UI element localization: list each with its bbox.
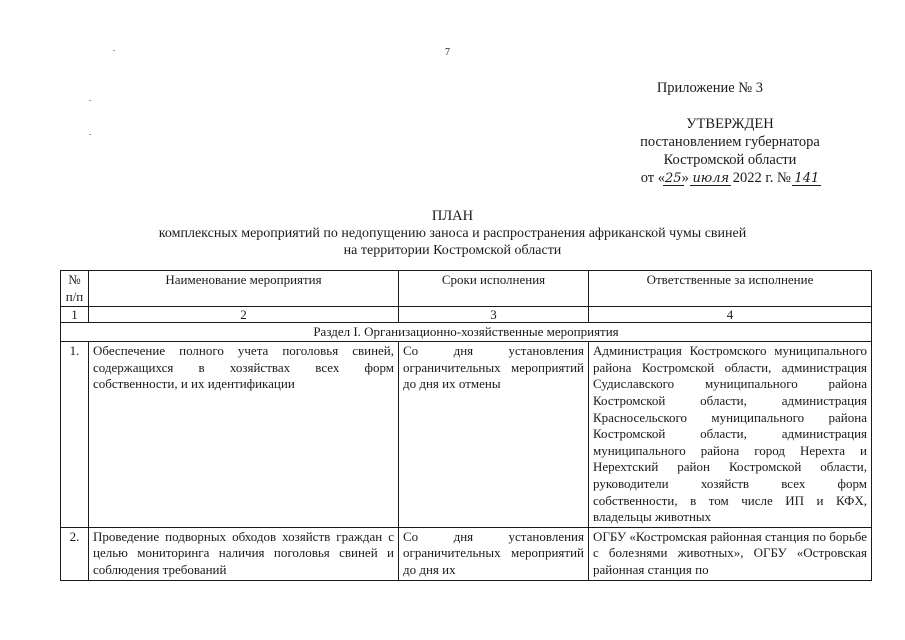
scan-speck	[113, 50, 115, 51]
index-cell: 2	[89, 307, 399, 323]
section-title: Раздел I. Организационно-хозяйственные мероприятия	[61, 323, 872, 342]
plan-table	[60, 270, 872, 581]
section-row	[61, 323, 872, 342]
row-responsible: ОГБУ «Костромская районная станция по борьбе с болезнями животных», ОГБУ «Островская районная станция по	[589, 527, 872, 580]
header-num: № п/п	[61, 271, 89, 307]
year-number-label: 2022 г. №	[732, 170, 791, 186]
handwritten-day: 25	[665, 171, 682, 186]
approval-title: УТВЕРЖДЕН	[686, 116, 774, 132]
date-mid: »	[681, 170, 689, 186]
column-index-row	[61, 307, 872, 323]
row-measure: Проведение подворных обходов хозяйств граждан с целью мониторинга наличия поголовья свиней и соблюдения требований	[89, 527, 399, 580]
header-name: Наименование мероприятия	[89, 271, 399, 307]
page-number: 7	[445, 47, 450, 58]
appendix-label: Приложение № 3	[656, 80, 763, 96]
row-measure: Обеспечение полного учета поголовья свиней, содержащихся в хозяйствах всех форм собственности, и их идентификации	[89, 342, 399, 528]
table-row	[61, 527, 872, 580]
row-term: Со дня установления ограничительных мероприятий до дня их	[399, 527, 589, 580]
header-term: Сроки исполнения	[399, 271, 589, 307]
plan-subtitle-line1: комплексных мероприятий по недопущению заноса и распространения африканской чумы свиней	[158, 226, 747, 241]
scan-speck	[89, 100, 91, 101]
header-responsible: Ответственные за исполнение	[589, 271, 872, 307]
index-cell: 3	[399, 307, 589, 323]
row-responsible: Администрация Костромского муниципального района Костромской области, администрация Судиславского муниципального района Костромской области, администрация Красносельского муниципального района Костромской области, администрация муниципального района город Нерехта и Нерехтский район Костромской области, руководители хозяйств всех форм собственности, в том числе ИП и КФХ, владельцы животных	[589, 342, 872, 528]
table-row	[61, 342, 872, 528]
approval-date-line	[600, 169, 860, 188]
index-cell: 1	[61, 307, 89, 323]
row-term: Со дня установления ограничительных мероприятий до дня их отмены	[399, 342, 589, 528]
handwritten-number: 141	[794, 171, 820, 186]
index-cell: 4	[589, 307, 872, 323]
scan-speck	[89, 134, 91, 135]
row-number: 2.	[61, 527, 89, 580]
handwritten-month: июля	[692, 171, 730, 186]
table-header-row	[61, 271, 872, 307]
plan-subtitle-line2: на территории Костромской области	[343, 243, 562, 258]
plan-title: ПЛАН	[431, 208, 474, 224]
row-number: 1.	[61, 342, 89, 528]
approval-line2: Костромской области	[663, 152, 797, 168]
date-prefix: от «	[640, 170, 666, 186]
approval-line1: постановлением губернатора	[640, 134, 820, 150]
